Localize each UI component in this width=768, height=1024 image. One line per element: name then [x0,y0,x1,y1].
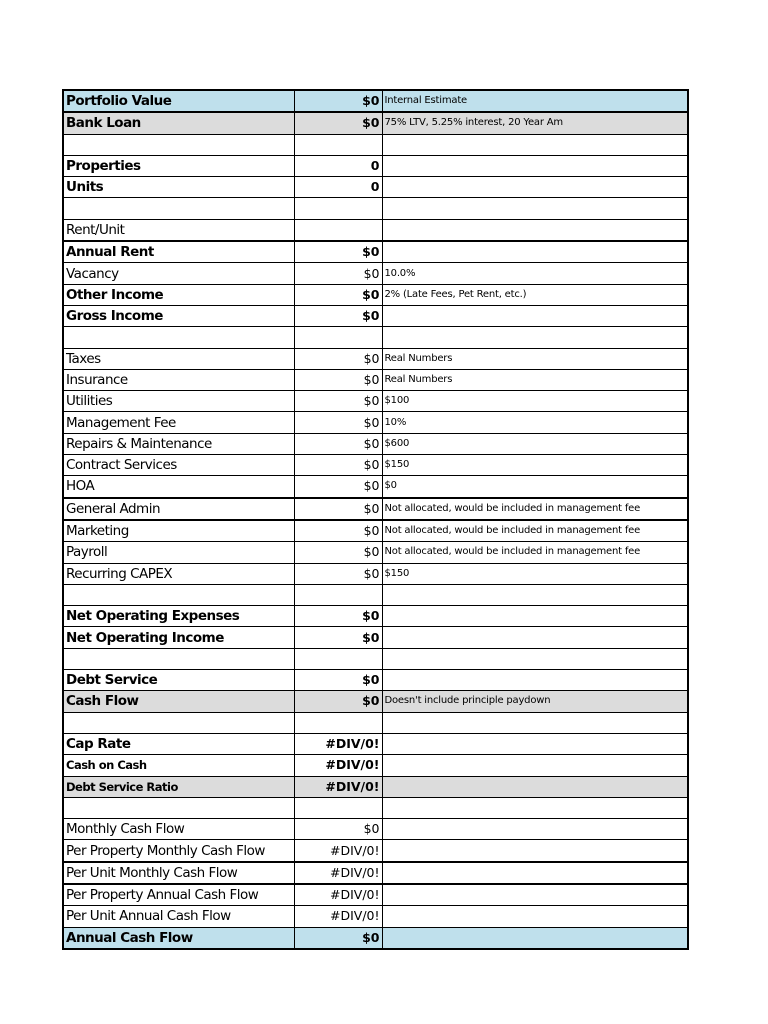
row-note-cell[interactable] [382,755,688,776]
row-value-cell[interactable]: $0 [294,112,382,134]
table-row [63,455,688,476]
row-note-cell[interactable] [382,819,688,840]
row-label-cell[interactable]: Other Income [63,284,294,305]
row-label-cell[interactable]: Cash on Cash [63,755,294,776]
row-label-cell[interactable] [63,648,294,669]
row-note-cell[interactable] [382,648,688,669]
row-value-cell[interactable]: $0 [294,819,382,840]
row-note-cell[interactable] [382,584,688,605]
table-row [63,348,688,369]
row-note-cell[interactable]: Real Numbers [382,348,688,369]
row-note-cell[interactable] [382,155,688,176]
row-value-cell[interactable]: $0 [294,627,382,648]
row-label-cell[interactable]: Bank Loan [63,112,294,134]
row-note-cell[interactable]: 75% LTV, 5.25% interest, 20 Year Am [382,112,688,134]
table-row [63,433,688,454]
row-value-cell[interactable]: #DIV/0! [294,733,382,754]
row-note-cell[interactable] [382,884,688,906]
table-row [63,906,688,927]
row-note-cell[interactable] [382,327,688,348]
row-label-cell[interactable]: Per Property Monthly Cash Flow [63,840,294,862]
row-note-cell[interactable]: $0 [382,476,688,498]
table-row [63,520,688,542]
row-value-cell[interactable]: $0 [294,348,382,369]
row-value-cell[interactable]: #DIV/0! [294,776,382,797]
row-label-cell[interactable] [63,198,294,219]
row-note-cell[interactable]: Not allocated, would be included in management fee [382,498,688,520]
table-row [63,327,688,348]
table-row [63,476,688,498]
row-value-cell[interactable]: #DIV/0! [294,755,382,776]
table-row [63,884,688,906]
row-label-cell[interactable] [63,134,294,155]
row-note-cell[interactable] [382,627,688,648]
row-note-cell[interactable]: 10% [382,412,688,433]
table-row [63,263,688,284]
row-label-cell[interactable]: Payroll [63,542,294,563]
row-note-cell[interactable] [382,305,688,326]
row-value-cell[interactable]: $0 [294,433,382,454]
row-note-cell[interactable]: Internal Estimate [382,90,688,112]
row-note-cell[interactable] [382,797,688,818]
row-label-cell[interactable]: Debt Service Ratio [63,776,294,797]
row-note-cell[interactable] [382,862,688,884]
row-value-cell[interactable]: $0 [294,455,382,476]
row-value-cell[interactable]: $0 [294,498,382,520]
row-note-cell[interactable]: $600 [382,433,688,454]
row-value-cell[interactable] [294,797,382,818]
table-row [63,606,688,627]
row-note-cell[interactable] [382,840,688,862]
row-value-cell[interactable]: $0 [294,284,382,305]
row-label-cell[interactable]: Annual Rent [63,241,294,263]
row-label-cell[interactable]: Per Property Annual Cash Flow [63,884,294,906]
table-row [63,284,688,305]
row-label-cell[interactable]: Net Operating Income [63,627,294,648]
row-value-cell[interactable]: $0 [294,606,382,627]
row-note-cell[interactable]: $150 [382,455,688,476]
row-note-cell[interactable] [382,198,688,219]
row-note-cell[interactable] [382,733,688,754]
row-label-cell[interactable]: Management Fee [63,412,294,433]
row-label-cell[interactable]: Annual Cash Flow [63,927,294,949]
row-label-cell[interactable]: Insurance [63,369,294,390]
row-value-cell[interactable] [294,327,382,348]
row-note-cell[interactable]: 2% (Late Fees, Pet Rent, etc.) [382,284,688,305]
table-row [63,155,688,176]
row-label-cell[interactable]: Per Unit Annual Cash Flow [63,906,294,927]
table-row [63,391,688,412]
row-value-cell[interactable]: $0 [294,691,382,712]
row-note-cell[interactable]: Not allocated, would be included in management fee [382,542,688,563]
row-value-cell[interactable]: 0 [294,177,382,198]
table-row [63,563,688,584]
row-note-cell[interactable] [382,241,688,263]
row-value-cell[interactable] [294,584,382,605]
row-value-cell[interactable]: $0 [294,305,382,326]
spreadsheet-body [63,90,688,949]
row-label-cell[interactable]: Debt Service [63,670,294,691]
row-label-cell[interactable] [63,327,294,348]
row-value-cell[interactable]: 0 [294,155,382,176]
row-label-cell[interactable]: Utilities [63,391,294,412]
row-label-cell[interactable]: Net Operating Expenses [63,606,294,627]
row-value-cell[interactable] [294,648,382,669]
row-label-cell[interactable]: Portfolio Value [63,90,294,112]
row-note-cell[interactable]: Not allocated, would be included in management fee [382,520,688,542]
row-value-cell[interactable]: $0 [294,563,382,584]
row-value-cell[interactable]: #DIV/0! [294,840,382,862]
row-value-cell[interactable]: $0 [294,391,382,412]
table-row [63,219,688,241]
row-value-cell[interactable]: $0 [294,927,382,949]
row-label-cell[interactable]: Repairs & Maintenance [63,433,294,454]
row-label-cell[interactable]: Taxes [63,348,294,369]
row-note-cell[interactable] [382,927,688,949]
table-row [63,177,688,198]
row-value-cell[interactable]: $0 [294,241,382,263]
row-label-cell[interactable]: HOA [63,476,294,498]
table-row [63,241,688,263]
row-value-cell[interactable]: #DIV/0! [294,884,382,906]
table-row [63,412,688,433]
table-row [63,712,688,733]
row-label-cell[interactable]: Properties [63,155,294,176]
table-row [63,90,688,112]
row-value-cell[interactable]: $0 [294,263,382,284]
row-label-cell[interactable]: Marketing [63,520,294,542]
row-note-cell[interactable] [382,776,688,797]
table-row [63,648,688,669]
row-note-cell[interactable] [382,670,688,691]
row-value-cell[interactable]: #DIV/0! [294,862,382,884]
row-label-cell[interactable]: Monthly Cash Flow [63,819,294,840]
row-value-cell[interactable]: $0 [294,542,382,563]
table-row [63,584,688,605]
row-value-cell[interactable]: $0 [294,90,382,112]
table-row [63,542,688,563]
table-row [63,198,688,219]
row-note-cell[interactable]: $150 [382,563,688,584]
table-row [63,819,688,840]
table-row [63,927,688,949]
row-label-cell[interactable] [63,797,294,818]
row-label-cell[interactable]: Cap Rate [63,733,294,754]
row-note-cell[interactable] [382,134,688,155]
row-value-cell[interactable]: $0 [294,670,382,691]
row-label-cell[interactable]: Recurring CAPEX [63,563,294,584]
row-label-cell[interactable]: Contract Services [63,455,294,476]
row-note-cell[interactable] [382,606,688,627]
row-value-cell[interactable]: #DIV/0! [294,906,382,927]
row-note-cell[interactable]: Real Numbers [382,369,688,390]
row-label-cell[interactable] [63,712,294,733]
table-row [63,797,688,818]
row-note-cell[interactable]: Doesn't include principle paydown [382,691,688,712]
row-value-cell[interactable] [294,198,382,219]
table-row [63,733,688,754]
table-row [63,862,688,884]
row-label-cell[interactable]: Rent/Unit [63,219,294,241]
table-row [63,670,688,691]
table-row [63,134,688,155]
table-row [63,369,688,390]
table-row [63,305,688,326]
table-row [63,691,688,712]
row-note-cell[interactable]: 10.0% [382,263,688,284]
row-value-cell[interactable]: $0 [294,412,382,433]
row-note-cell[interactable] [382,177,688,198]
row-note-cell[interactable] [382,906,688,927]
table-row [63,840,688,862]
row-label-cell[interactable]: Gross Income [63,305,294,326]
table-row [63,755,688,776]
row-value-cell[interactable]: $0 [294,476,382,498]
table-row [63,627,688,648]
row-label-cell[interactable]: Per Unit Monthly Cash Flow [63,862,294,884]
row-value-cell[interactable]: $0 [294,520,382,542]
row-value-cell[interactable] [294,134,382,155]
row-value-cell[interactable] [294,219,382,241]
row-value-cell[interactable]: $0 [294,369,382,390]
spreadsheet-table [62,89,689,950]
table-row [63,112,688,134]
row-value-cell[interactable] [294,712,382,733]
table-row [63,498,688,520]
row-label-cell[interactable]: Vacancy [63,263,294,284]
table-row [63,776,688,797]
row-label-cell[interactable]: General Admin [63,498,294,520]
row-note-cell[interactable] [382,712,688,733]
row-note-cell[interactable] [382,219,688,241]
row-note-cell[interactable]: $100 [382,391,688,412]
row-label-cell[interactable]: Units [63,177,294,198]
row-label-cell[interactable]: Cash Flow [63,691,294,712]
row-label-cell[interactable] [63,584,294,605]
